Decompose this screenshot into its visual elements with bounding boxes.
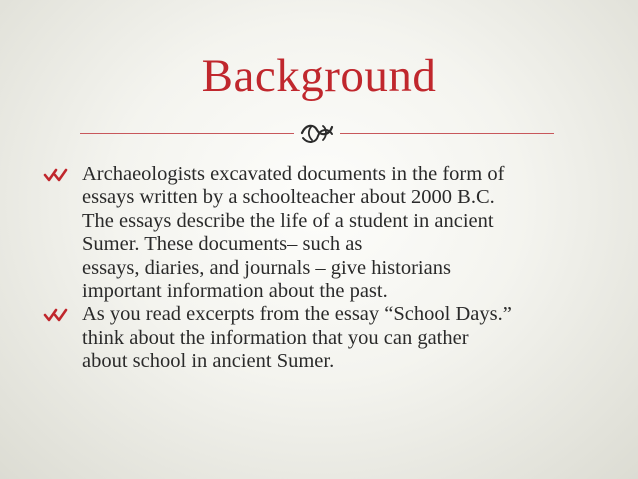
bullet-1-line-2: essays written by a schoolteacher about 2000 B.C.: [82, 186, 495, 209]
slide-body: [42, 163, 602, 374]
bullet-item-2: [42, 303, 602, 373]
bullet-1-line-6: important information about the past.: [82, 280, 388, 303]
bullet-1-line-1: Archaeologists excavated documents in the form of: [82, 163, 505, 185]
double-check-bullet-icon: [42, 305, 76, 325]
slide-title: Background: [201, 50, 437, 102]
bullet-2-line-3: about school in ancient Sumer.: [82, 350, 335, 373]
bullet-2-line-1: As you read excerpts from the essay “School Days.”: [82, 303, 512, 326]
bullet-1-line-5: essays, diaries, and journals – give historians: [82, 256, 451, 279]
double-check-bullet-icon: [42, 165, 76, 185]
bullet-2-line-2: think about the information that you can gather: [82, 326, 469, 349]
bullet-item-1: [42, 163, 602, 303]
curly-flourish-icon: [296, 116, 338, 150]
bullet-1-line-4: Sumer. These documents– such as: [82, 233, 363, 256]
bullet-1-line-3: The essays describe the life of a student in ancient: [82, 209, 494, 232]
title-divider-left: [80, 133, 294, 134]
title-divider-right: [340, 133, 554, 134]
